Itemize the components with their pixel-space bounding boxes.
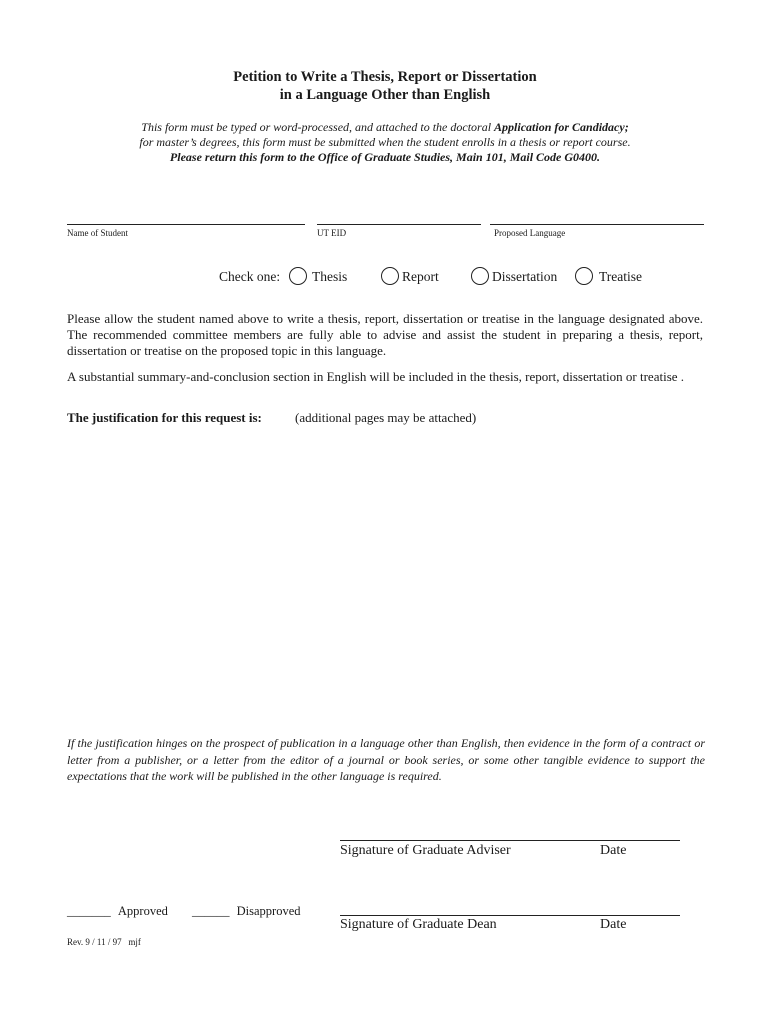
dissertation-radio[interactable] [471, 267, 489, 285]
intro-line1 [0, 120, 770, 135]
application-for-candidacy: Application for Candidacy; [494, 120, 629, 134]
form-title-line1: Petition to Write a Thesis, Report or Dissertation [233, 69, 537, 85]
thesis-option-label: Thesis [312, 269, 348, 284]
publication-evidence-note: If the justification hinges on the prospect of publication in a language other than English, then evidence in the form of a contract or letter from a publisher, or a letter from the editor of a journal or book series, or some other tangible evidence to support the expectations that the work will be published in the other language is required. [67, 736, 705, 783]
form-title-line2: in a Language Other than English [279, 87, 491, 103]
disapproved-blank[interactable]: ______ [192, 904, 230, 918]
disapproved-label: Disapproved [236, 904, 301, 918]
approved-label: Approved [117, 904, 168, 918]
disapproved-field[interactable] [192, 904, 301, 919]
check-one-label: Check one: [219, 269, 281, 284]
dean-signature-label: Signature of Graduate Dean [340, 917, 497, 932]
dean-signature-line[interactable] [340, 915, 680, 916]
justification-note: (additional pages may be attached) [295, 410, 477, 425]
proposed-language-label: Proposed Language [494, 228, 566, 238]
permission-paragraph: Please allow the student named above to write a thesis, report, dissertation or treatise in the language designated above. The recommended committee members are fully able to advise and assist the student in preparing a thesis, report, dissertation or treatise on the proposed topic in this language. [67, 311, 703, 358]
dissertation-option-label: Dissertation [492, 269, 558, 284]
student-name-line[interactable] [67, 224, 305, 225]
summary-paragraph: A substantial summary-and-conclusion section in English will be included in the thesis, report, dissertation or treatise . [67, 369, 685, 384]
treatise-option-label: Treatise [599, 269, 642, 284]
student-name-label: Name of Student [67, 228, 128, 238]
adviser-date-label: Date [600, 843, 627, 858]
approved-field[interactable] [67, 904, 168, 919]
intro-return-instructions: Please return this form to the Office of Graduate Studies, Main 101, Mail Code G0400. [169, 150, 601, 164]
intro-line2: for master’s degrees, this form must be submitted when the student enrolls in a thesis or report course. [139, 135, 631, 149]
justification-area[interactable] [67, 430, 703, 720]
adviser-signature-label: Signature of Graduate Adviser [340, 843, 511, 858]
justification-label: The justification for this request is: [67, 410, 262, 425]
approved-blank[interactable]: _______ [67, 904, 111, 918]
treatise-radio[interactable] [575, 267, 593, 285]
revision-note: Rev. 9 / 11 / 97 mjf [67, 937, 141, 947]
report-option-label: Report [402, 269, 439, 284]
ut-eid-line[interactable] [317, 224, 481, 225]
dean-date-label: Date [600, 917, 627, 932]
adviser-signature-line[interactable] [340, 840, 680, 841]
intro-line1-text: This form must be typed or word-processed, and attached to the doctoral [141, 120, 495, 134]
proposed-language-line[interactable] [490, 224, 704, 225]
thesis-radio[interactable] [289, 267, 307, 285]
report-radio[interactable] [381, 267, 399, 285]
ut-eid-label: UT EID [317, 228, 347, 238]
